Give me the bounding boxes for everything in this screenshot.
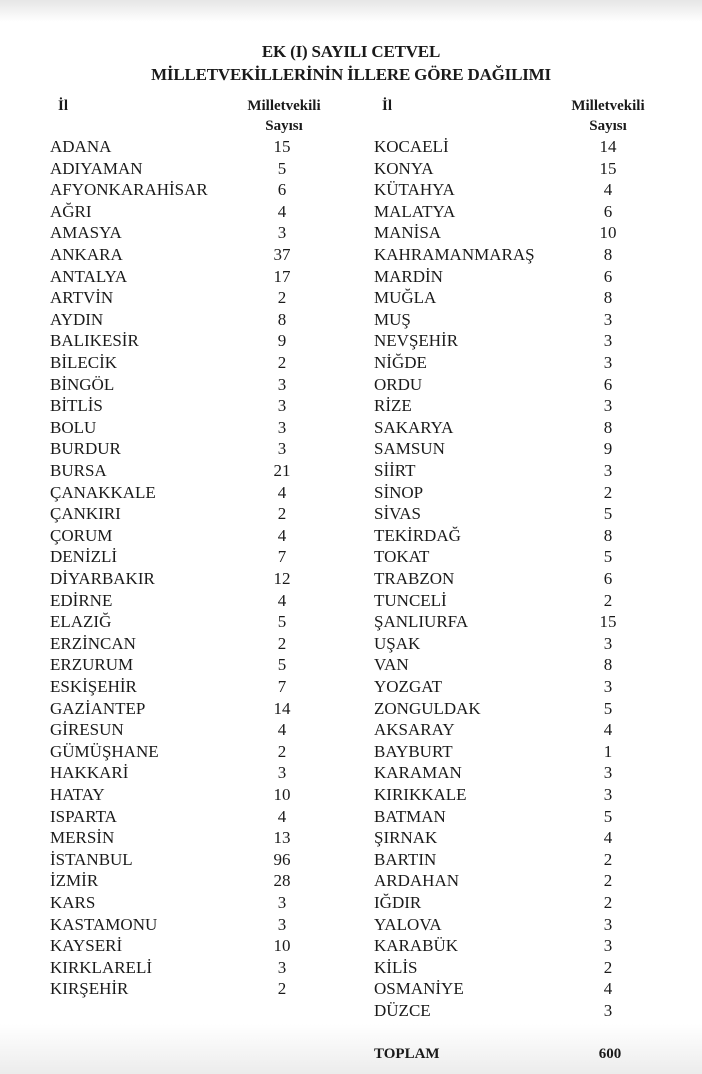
deputy-count: 14	[599, 137, 617, 156]
deputy-count: 4	[277, 525, 287, 545]
deputy-count: 3	[277, 417, 287, 437]
deputy-count: 15	[273, 137, 291, 156]
deputy-count: 15	[599, 612, 617, 632]
deputy-count: 2	[603, 482, 613, 502]
province-name: NİĞDE	[374, 353, 427, 372]
deputy-count: 3	[603, 914, 613, 934]
province-name: UŞAK	[374, 633, 421, 653]
deputy-count: 8	[277, 309, 287, 329]
province-name: SİNOP	[374, 482, 424, 502]
province-name: TOKAT	[374, 547, 430, 567]
province-name: HAKKARİ	[50, 763, 129, 783]
deputy-count: 4	[277, 720, 287, 740]
deputy-count: 4	[603, 828, 613, 848]
deputy-count: 37	[273, 245, 291, 264]
province-name: ORDU	[374, 374, 423, 394]
province-name: BİLECİK	[50, 353, 118, 372]
deputy-count: 2	[603, 849, 613, 869]
province-name: TEKİRDAĞ	[374, 525, 461, 545]
province-name: YOZGAT	[374, 677, 442, 696]
total-label: TOPLAM	[374, 1046, 440, 1062]
province-name: KASTAMONU	[50, 914, 158, 934]
province-name: AĞRI	[50, 201, 92, 221]
province-name: ÇANKIRI	[50, 504, 121, 524]
province-name: AFYONKARAHİSAR	[50, 180, 208, 200]
deputy-count: 4	[277, 482, 287, 502]
province-name: ANKARA	[50, 245, 123, 264]
deputy-count: 2	[603, 957, 613, 977]
deputy-count: 8	[603, 288, 613, 308]
province-name: KÜTAHYA	[374, 180, 455, 200]
deputy-count: 2	[277, 504, 287, 524]
province-name: OSMANİYE	[374, 979, 464, 999]
deputy-count: 7	[277, 547, 287, 567]
deputy-count: 8	[603, 417, 613, 437]
province-name: İSTANBUL	[50, 849, 133, 869]
province-name: ESKİŞEHİR	[50, 677, 137, 696]
province-name: YALOVA	[374, 914, 442, 934]
province-name: SAMSUN	[374, 439, 445, 459]
deputy-count: 9	[603, 439, 613, 459]
deputy-count: 2	[277, 353, 287, 372]
deputy-count: 9	[277, 331, 287, 351]
province-name: KARABÜK	[374, 936, 459, 956]
deputy-count: 13	[273, 828, 291, 848]
deputy-count: 1	[603, 741, 613, 761]
deputy-count: 5	[603, 504, 613, 524]
deputy-count: 5	[603, 698, 613, 718]
deputy-count: 21	[273, 461, 291, 480]
deputy-count: 3	[603, 763, 613, 783]
deputy-count: 6	[603, 201, 613, 221]
province-name: BAYBURT	[374, 741, 453, 761]
deputy-count: 17	[273, 266, 291, 286]
deputy-count: 2	[277, 288, 287, 308]
document-subtitle: MİLLETVEKİLLERİNİN İLLERE GÖRE DAĞILIMI	[151, 65, 551, 84]
province-name: MARDİN	[374, 266, 443, 286]
province-name: MUĞLA	[374, 288, 437, 308]
deputy-count: 2	[603, 590, 613, 610]
province-name: ARTVİN	[50, 288, 114, 308]
deputy-count: 5	[277, 612, 287, 632]
province-name: VAN	[374, 655, 409, 675]
deputy-count: 5	[277, 655, 287, 675]
province-name: ELAZIĞ	[50, 612, 112, 632]
province-name: KARAMAN	[374, 763, 462, 783]
province-name: GİRESUN	[50, 720, 124, 740]
deputy-count: 4	[603, 180, 613, 200]
page-edge-shadow-top	[0, 0, 702, 22]
deputy-count: 5	[603, 806, 613, 826]
province-name: ADIYAMAN	[50, 158, 143, 178]
province-name: BATMAN	[374, 806, 446, 826]
province-name: SİVAS	[374, 504, 421, 524]
deputy-count: 8	[603, 525, 613, 545]
deputy-count: 3	[277, 893, 287, 912]
deputy-count: 5	[603, 547, 613, 567]
province-name: KIRIKKALE	[374, 785, 467, 804]
header-count-left-line1: Milletvekili	[247, 98, 321, 114]
deputy-count: 6	[603, 569, 613, 588]
province-name: DİYARBAKIR	[50, 569, 155, 588]
deputy-count: 6	[603, 266, 613, 286]
province-name: ADANA	[50, 137, 112, 156]
deputy-count: 2	[277, 633, 287, 653]
province-name: ANTALYA	[50, 266, 128, 286]
deputy-count: 28	[273, 871, 291, 891]
province-name: DÜZCE	[374, 1001, 431, 1020]
deputy-count: 2	[603, 893, 613, 912]
deputy-count: 3	[277, 223, 287, 243]
deputy-count: 3	[277, 763, 287, 783]
province-name: BARTIN	[374, 849, 437, 869]
deputy-count: 3	[603, 396, 613, 416]
province-name: ARDAHAN	[374, 871, 459, 891]
deputy-count: 4	[277, 201, 287, 221]
province-name: AYDIN	[50, 309, 104, 329]
deputy-count: 2	[603, 871, 613, 891]
total-value: 600	[598, 1046, 622, 1062]
province-name: SAKARYA	[374, 417, 454, 437]
province-name: BİTLİS	[50, 396, 103, 416]
deputy-count: 3	[277, 439, 287, 459]
deputy-count: 96	[273, 849, 291, 869]
header-count-right	[556, 96, 660, 136]
province-name: GAZİANTEP	[50, 698, 146, 718]
province-name: KONYA	[374, 158, 434, 178]
header-count-right-line2: Sayısı	[589, 118, 627, 134]
header-count-right-line1: Milletvekili	[571, 98, 645, 114]
province-name: BİNGÖL	[50, 374, 115, 394]
deputy-count: 2	[277, 979, 287, 999]
deputy-count: 3	[603, 936, 613, 956]
deputy-count: 4	[277, 806, 287, 826]
province-name: ERZİNCAN	[50, 633, 136, 653]
header-count-left	[232, 96, 336, 136]
province-name: ISPARTA	[50, 806, 117, 826]
deputy-count: 10	[273, 936, 291, 956]
province-name: ÇORUM	[50, 525, 113, 545]
deputy-count: 4	[277, 590, 287, 610]
deputy-count: 3	[603, 677, 613, 696]
deputy-count: 12	[273, 569, 291, 588]
province-name: ZONGULDAK	[374, 698, 481, 718]
deputy-count: 3	[277, 396, 287, 416]
province-name: HATAY	[50, 785, 105, 804]
province-name: BURSA	[50, 461, 107, 480]
document-title: EK (I) SAYILI CETVEL	[261, 42, 441, 61]
deputy-count: 6	[603, 374, 613, 394]
deputy-count: 3	[277, 914, 287, 934]
deputy-count: 3	[603, 353, 613, 372]
deputy-count: 6	[277, 180, 287, 200]
province-name: ERZURUM	[50, 655, 134, 675]
deputy-count: 10	[599, 223, 617, 243]
deputy-count: 3	[603, 461, 613, 480]
province-name: NEVŞEHİR	[374, 331, 459, 351]
header-il-left: İl	[58, 98, 69, 114]
deputy-count: 10	[273, 785, 291, 804]
province-name: KIRŞEHİR	[50, 979, 129, 999]
deputy-count: 3	[277, 957, 287, 977]
province-name: AKSARAY	[374, 720, 455, 740]
province-name: ŞANLIURFA	[374, 612, 469, 632]
province-name: KİLİS	[374, 957, 418, 977]
deputy-count: 4	[603, 979, 613, 999]
deputy-count: 3	[603, 1001, 613, 1020]
province-name: IĞDIR	[374, 893, 422, 912]
province-name: SİİRT	[374, 461, 416, 480]
deputy-count: 4	[603, 720, 613, 740]
province-name: TUNCELİ	[374, 590, 447, 610]
province-name: KIRKLARELİ	[50, 957, 152, 977]
province-name: BURDUR	[50, 439, 121, 459]
province-name: BOLU	[50, 417, 97, 437]
province-name: ÇANAKKALE	[50, 482, 156, 502]
province-name: MERSİN	[50, 828, 115, 848]
deputy-count: 3	[277, 374, 287, 394]
province-name: MUŞ	[374, 309, 411, 329]
deputy-count: 3	[603, 633, 613, 653]
deputy-count: 3	[603, 309, 613, 329]
province-name: RİZE	[374, 396, 412, 416]
province-name: MALATYA	[374, 201, 456, 221]
province-name: MANİSA	[374, 223, 442, 243]
deputy-count: 8	[603, 655, 613, 675]
deputy-count: 2	[277, 741, 287, 761]
deputy-count: 8	[603, 245, 613, 264]
deputy-count: 7	[277, 677, 287, 696]
deputy-count: 3	[603, 331, 613, 351]
header-il-right: İl	[382, 98, 393, 114]
deputy-count: 14	[273, 698, 291, 718]
deputy-count: 15	[599, 158, 617, 178]
province-name: AMASYA	[50, 223, 122, 243]
province-name: ŞIRNAK	[374, 828, 438, 848]
header-count-left-line2: Sayısı	[265, 118, 303, 134]
province-name: TRABZON	[374, 569, 455, 588]
province-name: KOCAELİ	[374, 137, 449, 156]
province-name: EDİRNE	[50, 590, 113, 610]
province-name: KARS	[50, 893, 96, 912]
province-name: BALIKESİR	[50, 331, 139, 351]
province-name: KAHRAMANMARAŞ	[374, 245, 535, 264]
deputy-count: 3	[603, 785, 613, 804]
province-name: KAYSERİ	[50, 936, 123, 956]
deputy-count: 5	[277, 158, 287, 178]
province-name: İZMİR	[50, 871, 99, 891]
province-name: GÜMÜŞHANE	[50, 741, 159, 761]
province-name: DENİZLİ	[50, 547, 118, 567]
